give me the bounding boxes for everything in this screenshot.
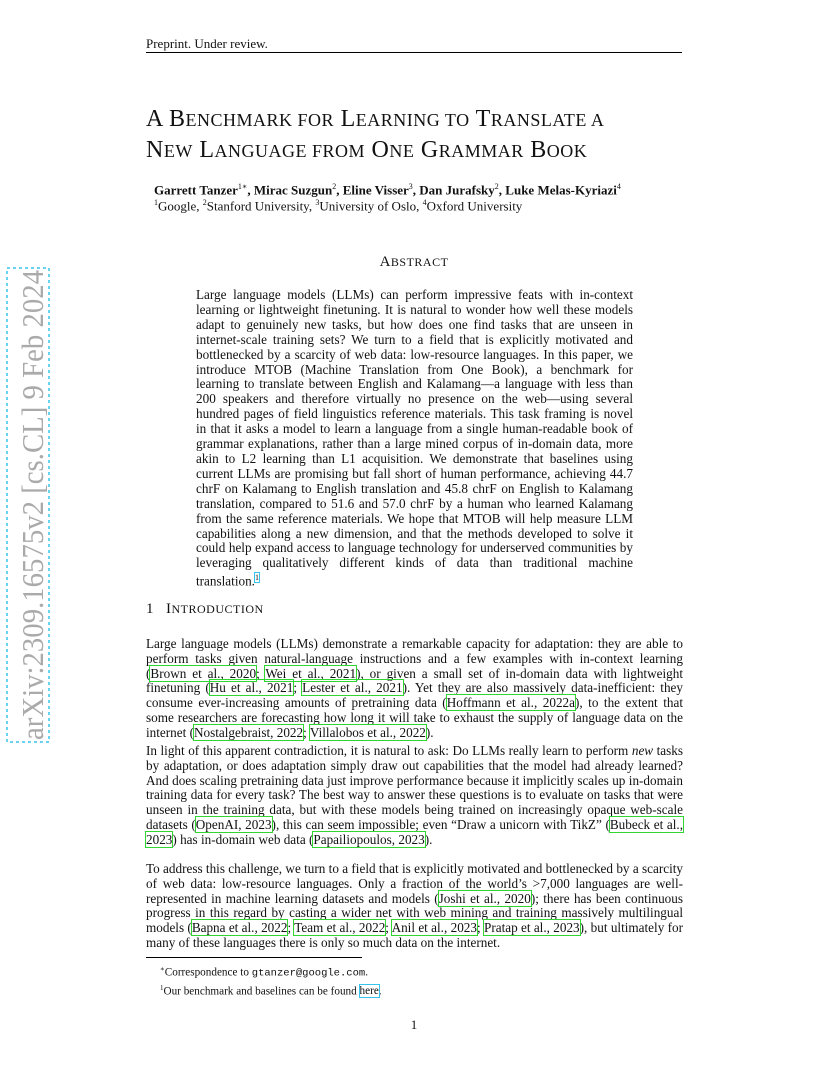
citation-link[interactable]: Villalobos et al., 2022 <box>309 724 426 740</box>
footnote-marker-link[interactable]: 1 <box>254 573 259 583</box>
arxiv-identifier-stamp[interactable] <box>0 0 54 1072</box>
arxiv-identifier-text: arXiv:2309.16575v2 [cs.CL] 9 Feb 2024 <box>15 233 50 740</box>
citation-link[interactable]: Papailiopoulos, 2023 <box>313 831 425 847</box>
citation-link[interactable]: Anil et al., 2023 <box>391 920 477 936</box>
title-line-2: NEW LANGUAGE FROM ONE GRAMMAR BOOK <box>146 137 588 163</box>
citation-link[interactable]: Joshi et al., 2020 <box>438 890 531 906</box>
author: Eline Visser <box>342 182 409 198</box>
citation-link[interactable]: Bapna et al., 2022 <box>191 920 288 936</box>
author: Dan Jurafsky <box>419 182 495 198</box>
abstract-body: Large language models (LLMs) can perform impressive feats with in-context learning or lightweight finetuning. It is natural to wonder how well these models adapt to genuinely new tasks, but how does one find tasks that are unseen in internet-scale training sets? We turn to a field that is explicitly motivated and bottlenecked by a scarcity of web data: low-resource languages. In this paper, we introduce MTOB (Machine Translation from One Book), a benchmark for learning to translate between English and Kalamang—a language with less than 200 speakers and therefore virtually no presence on the web—using several hundred pages of field linguistics reference materials. This task framing is novel in that it asks a model to learn a language from a single human-readable book of grammar explanations, rather than a large mined corpus of in-domain data, more akin to L2 learning than L1 acquisition. We demonstrate that baselines using current LLMs are promising but fall short of human performance, achieving 44.7 chrF on Kalamang to English translation and 45.8 chrF on English to Kalamang translation, compared to 51.6 and 57.0 chrF by a human who learned Kalamang from the same reference materials. We hope that MTOB will help measure LLM capabilities along a new dimension, and that the methods developed to solve it could help expand access to language technology for underserved communities by leveraging qualitatively different kinds of data than traditional machine translation.$^1$ <box>196 287 633 589</box>
affiliation: University of Oslo <box>319 198 417 214</box>
footnote-benchmark: $^1$Our benchmark and baselines can be found here. <box>160 983 382 998</box>
affiliation: Stanford University <box>206 198 309 214</box>
citation-link[interactable]: Hoffmann et al., 2022a <box>446 695 575 711</box>
author-list: Garrett Tanzer$^{1∗}$, Mirac Suzgun$^2$, Eline Visser$^3$, Dan Jurafsky$^2$, Luke Melas-Kyriazi$^4$ <box>154 182 621 198</box>
affiliation: Oxford University <box>426 198 523 214</box>
citation-link[interactable]: Pratap et al., 2023 <box>483 920 580 936</box>
benchmark-link[interactable]: here <box>359 985 379 998</box>
intro-paragraph-1: Large language models (LLMs) demonstrate a remarkable capacity for adaptation: they are able to perform tasks given natural-language instructions and a few examples with in-context learning (Brown et al., 2020; Wei et al., 2021), or given a small set of in-domain data with lightweight finetuning (Hu et al., 2021; Lester et al., 2021). Yet they are also massively data-inefficient: they consume ever-increasing amounts of pretraining data (Hoffmann et al., 2022a), to the extent that some researchers are forecasting how long it will take to exhaust the supply of language data on the internet (Nostalgebraist, 2022; Villalobos et al., 2022). <box>146 636 683 740</box>
author: Garrett Tanzer <box>154 182 238 198</box>
header-rule <box>146 52 682 53</box>
author: Luke Melas-Kyriazi <box>505 182 617 198</box>
intro-paragraph-2: In light of this apparent contradiction, it is natural to ask: Do LLMs really learn to perform new tasks by adaptation, or does adaptation simply draw out capabilities that the model had already learned? And does scaling pretraining data just improve performance because it implicitly scales up in-domain training data for every task? The best way to answer these questions is to evaluate on tasks that were unseen in the training data, but with these models being trained on increasingly opaque web-scale datasets (OpenAI, 2023), this can seem impossible; even “Draw a unicorn with TikZ” (Bubeck et al., 2023) has in-domain web data (Papailiopoulos, 2023). <box>146 743 684 847</box>
abstract-heading: ABSTRACT <box>379 254 449 270</box>
affiliation-list: $^1$Google, $^2$Stanford University, $^3$University of Oslo, $^4$Oxford University <box>154 198 523 214</box>
citation-link[interactable]: Hu et al., 2021 <box>209 680 294 696</box>
citation-link[interactable]: Wei et al., 2021 <box>265 665 357 681</box>
citation-link[interactable]: Nostalgebraist, 2022 <box>193 724 304 740</box>
citation-link[interactable]: Bubeck et al., 2023 <box>146 816 684 847</box>
intro-paragraph-3: To address this challenge, we turn to a field that is explicitly motivated and bottlenecked by a scarcity of web data: low-resource languages. Only a fraction of the world’s >7,000 languages are well-represented in machine learning datasets and models (Joshi et al., 2020); there has been continuous progress in this regard by casting a wider net with web mining and training massively multilingual models (Bapna et al., 2022; Team et al., 2022; Anil et al., 2023; Pratap et al., 2023), but ultimately for many of these languages there is only so much data on the internet. <box>146 861 683 950</box>
section-heading-introduction: 1 INTRODUCTION <box>146 601 264 617</box>
footnote-correspondence: ∗Correspondence to gtanzer@google.com. <box>160 965 368 980</box>
citation-link[interactable]: Brown et al., 2020 <box>150 665 257 681</box>
footnote-rule <box>146 957 362 958</box>
author: Mirac Suzgun <box>253 182 333 198</box>
page-number: 1 <box>410 1017 418 1032</box>
paper-title <box>146 104 706 166</box>
affiliation: Google <box>158 198 197 214</box>
running-header: Preprint. Under review. <box>146 36 268 51</box>
title-line-1: A BENCHMARK FOR LEARNING TO TRANSLATE A <box>146 106 605 132</box>
footnotes <box>146 962 382 998</box>
correspondence-email: gtanzer@google.com <box>251 967 366 980</box>
citation-link[interactable]: Lester et al., 2021 <box>302 680 403 696</box>
citation-link[interactable]: OpenAI, 2023 <box>195 816 272 832</box>
citation-link[interactable]: Team et al., 2022 <box>294 920 386 936</box>
